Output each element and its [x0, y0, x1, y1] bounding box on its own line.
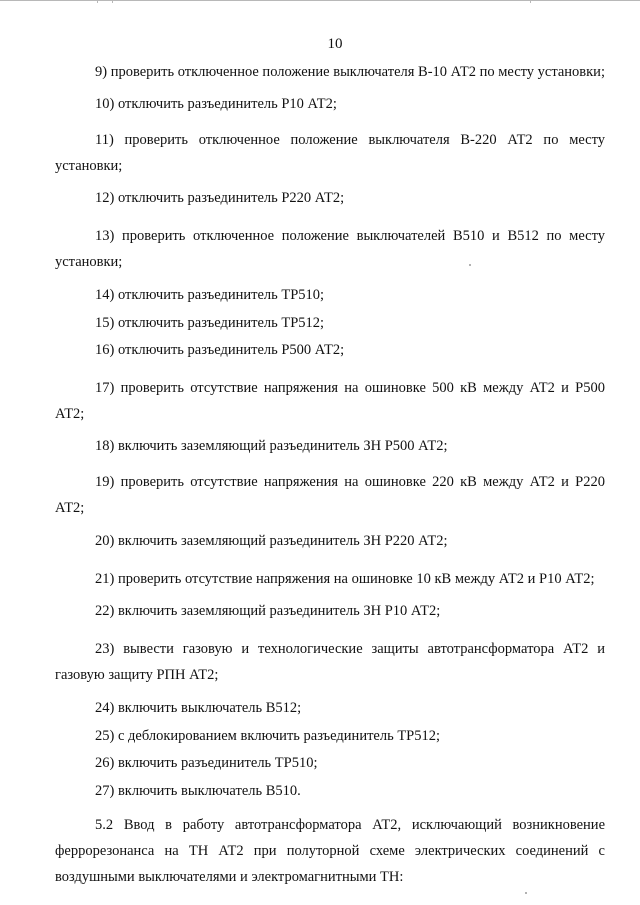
- scan-edge-mark: [530, 0, 531, 3]
- list-item-23: 23) вывести газовую и технологические защиты автотрансформатора АТ2 и газовую защиту РПН АТ2;: [55, 641, 605, 683]
- list-item-14: 14) отключить разъединитель ТР510;: [95, 287, 325, 303]
- list-item-12: 12) отключить разъединитель Р220 АТ2;: [95, 190, 345, 206]
- list-item-26: 26) включить разъединитель ТР510;: [95, 755, 318, 771]
- list-item-25: 25) с деблокированием включить разъединитель ТР512;: [95, 728, 441, 744]
- list-item-13: 13) проверить отключенное положение выключателей В510 и В512 по месту установки;: [55, 228, 605, 270]
- list-item-24: 24) включить выключатель В512;: [95, 700, 302, 716]
- page-number: 10: [327, 36, 343, 52]
- scan-edge-mark: [97, 0, 98, 3]
- document-body: [55, 59, 605, 890]
- scan-top-edge: [0, 0, 640, 1]
- list-item-18: 18) включить заземляющий разъединитель ЗН Р500 АТ2;: [95, 438, 448, 454]
- list-item-9: 9) проверить отключенное положение выключателя В-10 АТ2 по месту установки;: [95, 64, 605, 80]
- list-item-27: 27) включить выключатель В510.: [95, 783, 301, 799]
- scan-speck: [525, 892, 527, 894]
- scan-speck: [469, 264, 471, 266]
- list-item-21: 21) проверить отсутствие напряжения на ошиновке 10 кВ между АТ2 и Р10 АТ2;: [95, 571, 595, 587]
- list-item-22: 22) включить заземляющий разъединитель ЗН Р10 АТ2;: [95, 603, 441, 619]
- list-item-16: 16) отключить разъединитель Р500 АТ2;: [95, 342, 345, 358]
- list-item-20: 20) включить заземляющий разъединитель ЗН Р220 АТ2;: [95, 533, 448, 549]
- section-5-2-paragraph: 5.2 Ввод в работу автотрансформатора АТ2, исключающий возникновение феррорезонанса на ТН АТ2 при полуторной схеме электрических соединений с воздушными выключателями и электромагнитными ТН:: [55, 817, 605, 885]
- scan-edge-mark: [112, 0, 113, 3]
- list-item-17: 17) проверить отсутствие напряжения на ошиновке 500 кВ между АТ2 и Р500 АТ2;: [55, 380, 605, 422]
- list-item-11: 11) проверить отключенное положение выключателя В-220 АТ2 по месту установки;: [55, 132, 605, 174]
- list-item-15: 15) отключить разъединитель ТР512;: [95, 315, 325, 331]
- list-item-10: 10) отключить разъединитель Р10 АТ2;: [95, 96, 337, 112]
- list-item-19: 19) проверить отсутствие напряжения на ошиновке 220 кВ между АТ2 и Р220 АТ2;: [55, 474, 605, 516]
